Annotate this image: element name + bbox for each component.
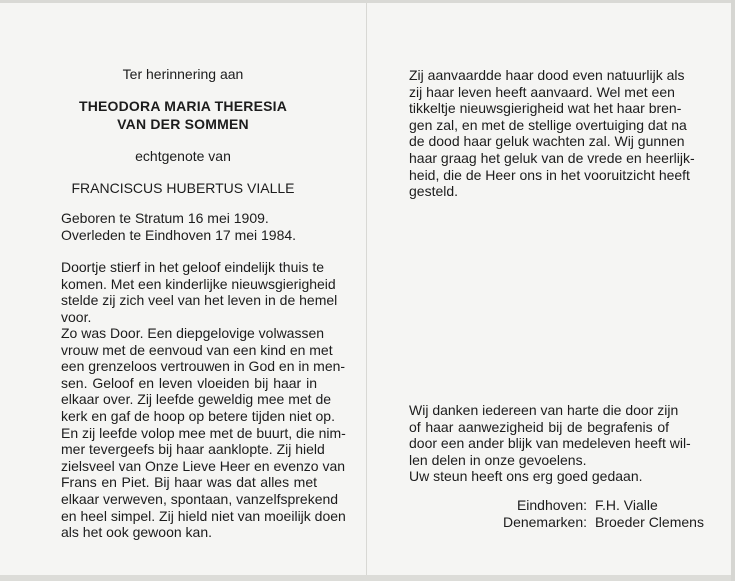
text-line: En zij leefde volop mee met de buurt, die nim- — [61, 424, 346, 441]
text-line: zij haar leven heeft aanvaard. Wel met een — [409, 83, 675, 100]
text-line: haar graag het geluk van de vrede en heerlijk- — [409, 149, 695, 166]
text-line: Frans en Piet. Bij haar was dat alles met — [61, 474, 317, 491]
card-edge-top — [0, 0, 735, 3]
text-line: sen. Geloof en leven vloeiden bij haar in — [61, 374, 317, 391]
text-line: mer tevergeefs bij haar aanklopte. Zij hield — [61, 441, 325, 458]
signature-row — [473, 497, 704, 514]
text-line: kerk en gaf de hoop op betere tijden niet op. — [61, 407, 335, 424]
text-line: een grenzeloos vertrouwen in God en in men- — [61, 358, 346, 375]
signatures — [473, 497, 704, 531]
birth-line: Geboren te Stratum 16 mei 1909. — [61, 210, 269, 226]
right-page — [367, 0, 735, 581]
paragraph-1 — [61, 259, 338, 325]
text-line: len delen in onze gevoelens. — [409, 451, 587, 468]
text-line: tikkeltje nieuwsgierigheid wat het haar bren- — [409, 100, 682, 117]
text-line: heid, die de Heer ons in het vooruitzicht heeft — [409, 166, 690, 183]
signature-place: Eindhoven: — [516, 497, 587, 513]
signature-name: Broeder Clemens — [595, 514, 704, 530]
text-line: Zo was Door. Een diepgelovige volwassen — [61, 325, 325, 341]
text-line: elkaar verweven, spontaan, vanzelfsprekend — [61, 490, 339, 507]
text-line: Doortje stierf in het geloof eindelijk thuis te — [61, 259, 325, 275]
dates-block — [61, 210, 321, 243]
text-line: gen zal, en met de stellige overtuiging dat na — [409, 116, 687, 133]
intro-text: Ter herinnering aan — [122, 66, 244, 82]
text-line: voor. — [61, 308, 92, 325]
text-line: als het ook gewoon kan. — [61, 524, 212, 541]
paragraph-3 — [409, 67, 695, 200]
signature-row — [473, 514, 704, 531]
signature-place: Denemarken: — [502, 514, 587, 530]
signature-name: F.H. Vialle — [595, 497, 658, 513]
deceased-name-line2: VAN DER SOMMEN — [117, 116, 249, 132]
text-line: Zij aanvaardde haar dood even natuurlijk als — [409, 67, 685, 83]
text-line: en heel simpel. Zij hield niet van moeilijk doen — [61, 507, 346, 524]
text-line: gesteld. — [409, 183, 459, 200]
deceased-name-line1: THEODORA MARIA THERESIA — [78, 98, 288, 114]
spouse-intro: echtgenote van — [135, 148, 231, 164]
card-edge-bottom — [0, 575, 735, 581]
death-line: Overleden te Eindhoven 17 mei 1984. — [61, 226, 297, 243]
card-edge-right — [731, 0, 735, 581]
text-line: of haar aanwezigheid bij de begrafenis of — [409, 418, 669, 435]
text-line: elkaar over. Zij leefde geweldig mee met de — [61, 391, 332, 408]
text-line: stelde zij zich veel van het leven in de hemel — [61, 292, 338, 309]
text-line: vrouw met de eenvoud van een kind en met — [61, 341, 333, 358]
text-line: Uw steun heeft ons erg goed gedaan. — [409, 468, 643, 485]
text-line: zielsveel van Onze Lieve Heer en evenzo van — [61, 457, 346, 474]
left-page — [0, 0, 367, 581]
text-line: door een ander blijk van medeleven heeft wil- — [409, 435, 691, 452]
text-line: komen. Met een kinderlijke nieuwsgierigheid — [61, 275, 336, 292]
text-line: de dood haar geluk wachten zal. Wij gunnen — [409, 133, 685, 150]
text-line: Wij danken iedereen van harte die door zijn — [409, 402, 679, 418]
spouse-name: FRANCISCUS HUBERTUS VIALLE — [71, 180, 295, 196]
paragraph-2 — [61, 325, 346, 541]
paragraph-4 — [409, 402, 691, 485]
